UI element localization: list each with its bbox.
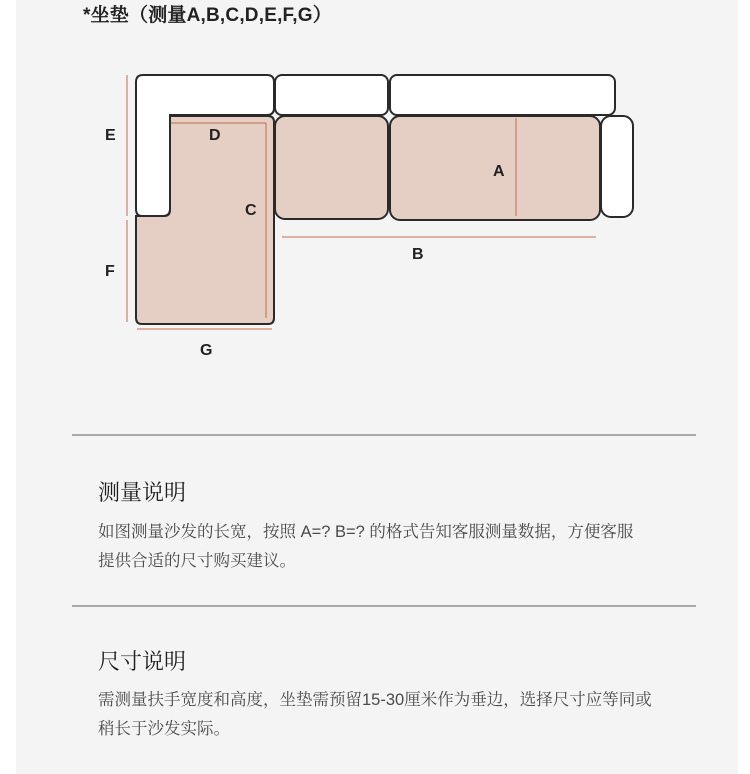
label-e: E (105, 127, 116, 144)
label-a: A (493, 163, 505, 180)
diagram-title: *坐垫（测量A,B,C,D,E,F,G） (83, 5, 332, 26)
label-f: F (105, 263, 115, 280)
label-b: B (412, 246, 424, 263)
size-heading: 尺寸说明 (98, 649, 187, 674)
label-d: D (209, 127, 221, 144)
divider-1 (72, 434, 696, 436)
label-g: G (200, 342, 213, 359)
right-armrest (601, 116, 633, 217)
size-body: 需测量扶手宽度和高度，坐垫需预留15-30厘米作为垂边，选择尺寸应等同或稍长于沙发实际。 (98, 691, 652, 738)
right-back-cushion (390, 75, 615, 115)
measurement-heading: 测量说明 (98, 480, 187, 505)
measurement-body: 如图测量沙发的长宽，按照 A=? B=? 的格式告知客服测量数据，方便客服提供合适的尺寸购买建议。 (98, 523, 634, 570)
divider-2 (72, 605, 696, 607)
middle-seat-cushion (275, 116, 388, 219)
label-c: C (245, 202, 257, 219)
middle-back-cushion (275, 75, 388, 115)
